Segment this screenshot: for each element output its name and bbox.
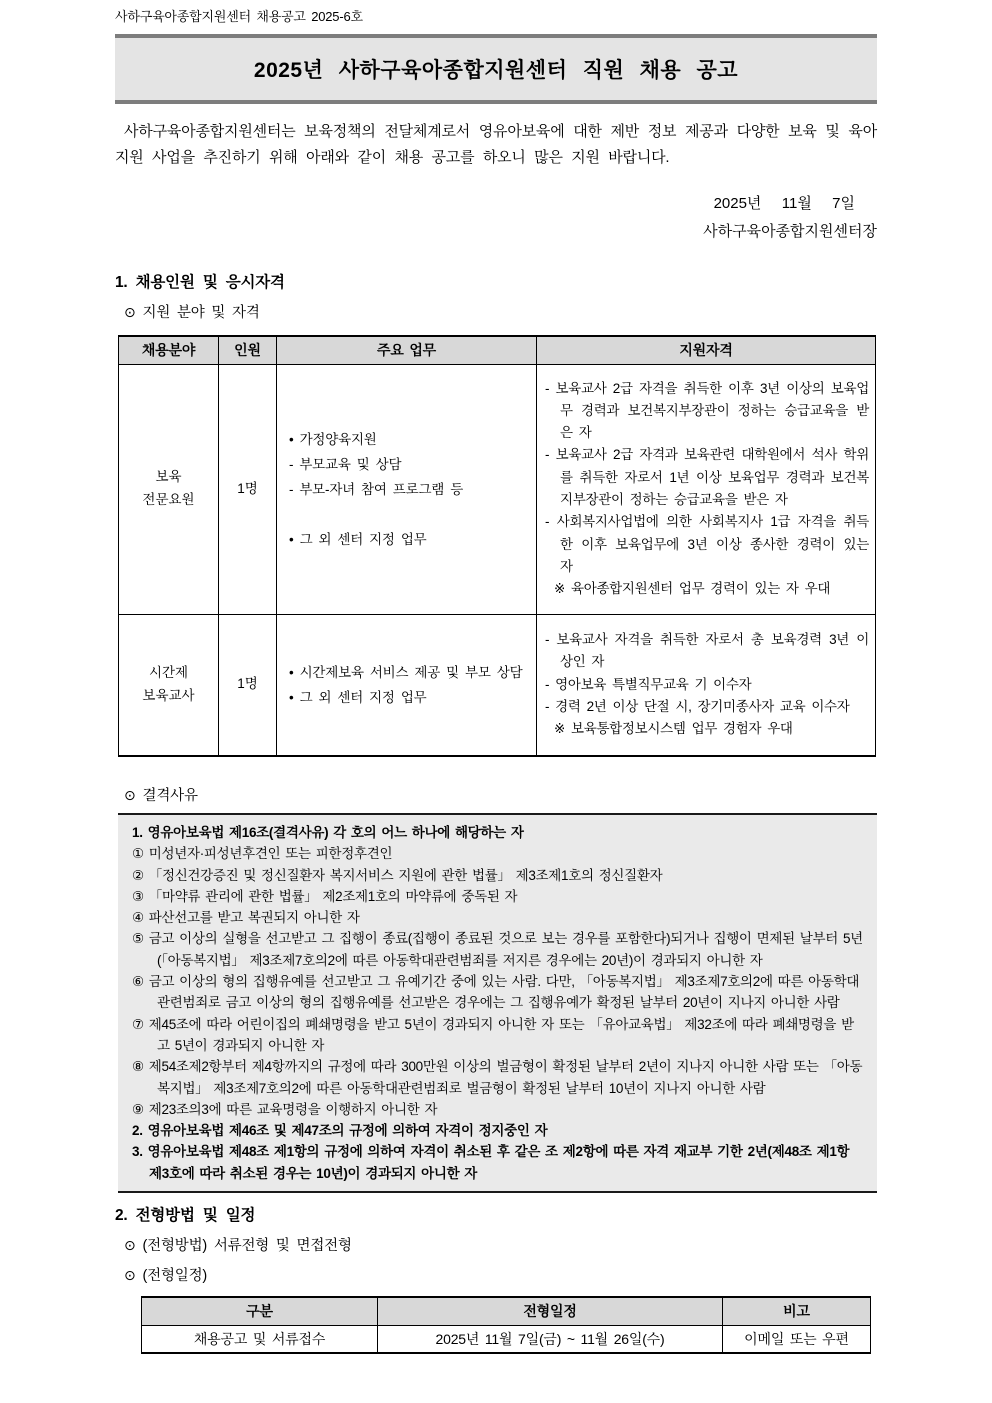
signer-name: 사하구육아종합지원센터장 xyxy=(703,223,877,240)
disqualification-item-9: ⑨ 제23조의3에 따른 교육명령을 이행하지 아니한 자 xyxy=(132,1101,438,1117)
circle-dot-bullet-icon: ⊙ xyxy=(124,787,136,803)
recruitment-table xyxy=(118,335,876,757)
disqualification-item-3: ③ 「마약류 관리에 관한 법률」 제2조제1호의 마약류에 중독된 자 xyxy=(132,888,518,904)
duty-line: • 가정양육지원 xyxy=(289,431,377,447)
column-header-duties: 주요 업무 xyxy=(277,336,537,364)
qualification-line: - 경력 2년 이상 단절 시, 장기미종사자 교육 이수자 xyxy=(545,698,850,714)
table-row xyxy=(119,614,876,756)
section1-heading: 1. 채용인원 및 응시자격 xyxy=(115,274,285,291)
field-cell-childcare-specialist xyxy=(119,364,219,614)
subsection-disqualification xyxy=(124,784,877,805)
field-name-line2: 전문요원 xyxy=(142,492,195,507)
table-header-row xyxy=(142,1297,871,1325)
field-name-line1: 보육 xyxy=(155,469,182,485)
circle-dot-bullet-icon: ⊙ xyxy=(124,1267,136,1284)
qualification-line: - 보육교사 2급 자격과 보육관련 대학원에서 석사 학위를 취득한 자로서 1년 이상 보육업무 경력과 보건복지부장관이 정하는 승급교육을 받은 자 xyxy=(545,447,869,507)
count-cell: 1명 xyxy=(219,364,277,614)
qualification-line: - 보육교사 2급 자격을 취득한 이후 3년 이상의 보육업무 경력과 보건복지부장관이 정하는 승급교육을 받은 자 xyxy=(545,380,869,441)
duty-line: - 부모-자녀 참여 프로그램 등 xyxy=(289,481,464,497)
column-header-count: 인원 xyxy=(219,336,277,364)
qualifications-cell xyxy=(537,364,876,614)
disqualification-rule-1: 1. 영유아보육법 제16조(결격사유) 각 호의 어느 하나에 해당하는 자 xyxy=(132,825,524,840)
selection-method-line xyxy=(124,1234,877,1255)
duty-line: - 부모교육 및 상담 xyxy=(289,456,402,472)
column-header-note: 비고 xyxy=(723,1297,871,1325)
schedule-table xyxy=(141,1296,871,1354)
duty-line: • 그 외 센터 지정 업무 xyxy=(289,689,427,705)
disqualification-item-5: ⑤ 금고 이상의 실형을 선고받고 그 집행이 종료(집행이 종료된 것으로 보는 경우를 포함한다)되거나 집행이 면제된 날부터 5년(「아동복지법」 제3조제7호의2에 따른 아동학대관련범죄를 저지른 경우에는 20년)이 경과되지 아니한 자 xyxy=(132,931,863,968)
column-header-schedule: 전형일정 xyxy=(378,1297,723,1325)
schedule-note-cell: 이메일 또는 우편 xyxy=(723,1325,871,1353)
selection-schedule-label: (전형일정) xyxy=(142,1268,208,1285)
circle-dot-bullet-icon: ⊙ xyxy=(124,304,136,320)
circle-dot-bullet-icon: ⊙ xyxy=(124,1237,136,1254)
selection-schedule-line xyxy=(124,1264,877,1285)
intro-paragraph: 사하구육아종합지원센터는 보육정책의 전달체계로서 영유아보육에 대한 제반 정보 제공과 다양한 보육 및 육아지원 사업을 추진하기 위해 아래와 같이 채용 공고를 하오니 많은 지원 바랍니다. xyxy=(115,123,877,166)
subsection-disqualification-label: 결격사유 xyxy=(142,788,198,804)
disqualification-item-2: ② 「정신건강증진 및 정신질환자 복지서비스 지원에 관한 법률」 제3조제1호의 정신질환자 xyxy=(132,867,663,883)
announcement-date: 2025년 11월 7일 xyxy=(713,195,855,212)
schedule-date-cell: 2025년 11월 7일(금) ~ 11월 26일(수) xyxy=(378,1325,723,1353)
schedule-category-cell: 채용공고 및 서류접수 xyxy=(142,1325,378,1353)
qualification-line: - 보육교사 자격을 취득한 자로서 총 보육경력 3년 이상인 자 xyxy=(545,632,869,670)
field-cell-parttime-teacher xyxy=(119,614,219,756)
qualification-line: - 사회복지사업법에 의한 사회복지사 1급 자격을 취득한 이후 보육업무에 3년 이상 종사한 경력이 있는 자 xyxy=(545,514,869,574)
qualification-line: - 영아보육 특별직무교육 기 이수자 xyxy=(545,676,752,692)
qualification-preference-note: ※ 육아종합지원센터 업무 경력이 있는 자 우대 xyxy=(554,581,831,597)
count-cell: 1명 xyxy=(219,614,277,756)
qualifications-cell xyxy=(537,614,876,756)
disqualification-item-4: ④ 파산선고를 받고 복권되지 아니한 자 xyxy=(132,910,360,926)
disqualification-item-7: ⑦ 제45조에 따라 어린이집의 폐쇄명령을 받고 5년이 경과되지 아니한 자 또는 「유아교육법」 제32조에 따라 폐쇄명령을 받고 5년이 경과되지 아니한 자 xyxy=(132,1016,854,1053)
disqualification-item-8: ⑧ 제54조제2항부터 제4항까지의 규정에 따라 300만원 이상의 벌금형이 확정된 날부터 2년이 지나지 아니한 사람 또는 「아동복지법」 제3조제7호의2에 따른 아동학대관련범죄로 벌금형이 확정된 날부터 10년이 지나지 아니한 사람 xyxy=(132,1059,863,1096)
duties-cell xyxy=(277,614,537,756)
duty-line: • 그 외 센터 지정 업무 xyxy=(289,531,427,547)
subsection-field-qualification xyxy=(124,301,877,322)
column-header-category: 구분 xyxy=(142,1297,378,1325)
duty-line-spacer xyxy=(289,502,530,527)
qualification-preference-note: ※ 보육통합정보시스템 업무 경험자 우대 xyxy=(554,721,793,737)
field-name-line2: 보육교사 xyxy=(142,687,195,703)
schedule-table-header xyxy=(142,1297,871,1325)
title-banner xyxy=(115,34,877,104)
table-row xyxy=(119,364,876,614)
section2-heading: 2. 전형방법 및 일정 xyxy=(115,1207,256,1225)
duties-cell xyxy=(277,364,537,614)
page-title: 2025년 사하구육아종합지원센터 직원 채용 공고 xyxy=(253,59,739,82)
disqualification-item-1: ① 미성년자·피성년후견인 또는 피한정후견인 xyxy=(132,846,393,862)
column-header-field: 채용분야 xyxy=(119,336,219,364)
document-reference-number: 사하구육아종합지원센터 채용공고 2025-6호 xyxy=(115,9,363,24)
field-name-line1: 시간제 xyxy=(148,664,189,680)
table-row xyxy=(142,1325,871,1353)
disqualification-rule-2: 2. 영유아보육법 제46조 및 제47조의 규정에 의하여 자격이 정지중인 자 xyxy=(132,1123,548,1139)
subsection-field-qualification-label: 지원 분야 및 자격 xyxy=(142,305,260,321)
column-header-qualification: 지원자격 xyxy=(537,336,876,364)
duty-line: • 시간제보육 서비스 제공 및 부모 상담 xyxy=(289,664,523,680)
disqualification-notice-box xyxy=(118,813,877,1193)
selection-method-label: (전형방법) 서류전형 및 면접전형 xyxy=(142,1238,352,1255)
disqualification-rule-3: 3. 영유아보육법 제48조 제1항의 규정에 의하여 자격이 취소된 후 같은 조 제2항에 따른 자격 재교부 기한 2년(제48조 제1항 제3호에 따라 취소된 경우는 10년)이 경과되지 아니한 자 xyxy=(132,1144,850,1181)
disqualification-item-6: ⑥ 금고 이상의 형의 집행유예를 선고받고 그 유예기간 중에 있는 사람. 다만, 「아동복지법」 제3조제7호의2에 따른 아동학대관련범죄로 금고 이상의 형의 집행유예를 선고받은 경우에는 그 집행유예가 확정된 날부터 20년이 지나지 아니한 사람 xyxy=(132,974,860,1011)
table-header-row xyxy=(119,336,876,364)
recruitment-table-header xyxy=(119,336,876,364)
